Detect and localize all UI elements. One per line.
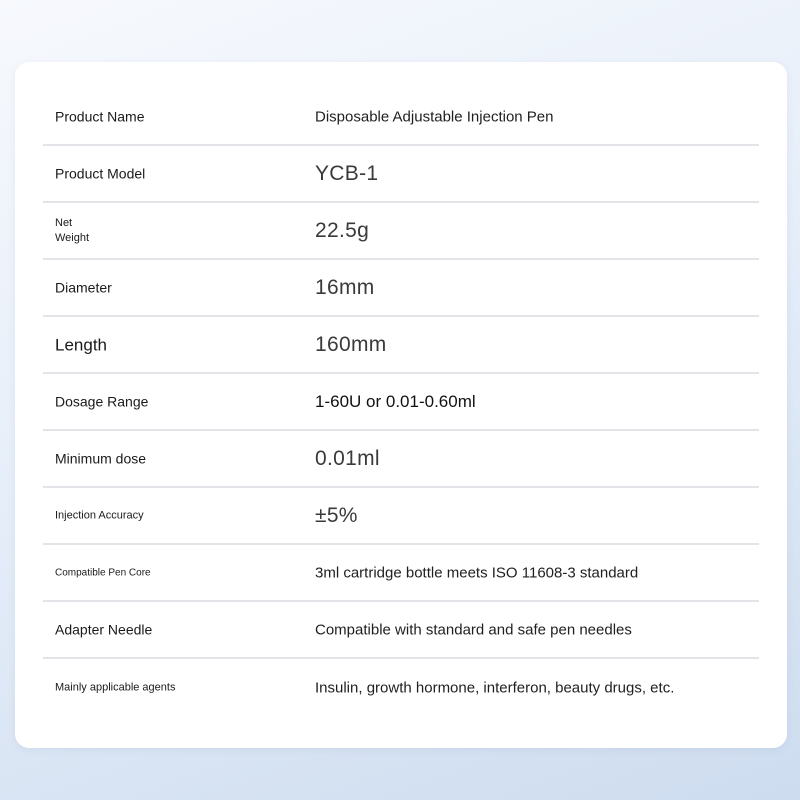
spec-label: Dosage Range bbox=[55, 393, 149, 409]
spec-label: Mainly applicable agents bbox=[55, 681, 176, 693]
spec-row-dosage-range bbox=[43, 374, 759, 431]
spec-table bbox=[43, 89, 759, 716]
spec-row-compatible-pen-core bbox=[43, 545, 759, 602]
spec-value: 0.01ml bbox=[315, 446, 380, 470]
spec-label: Product Name bbox=[55, 108, 145, 124]
spec-row-length bbox=[43, 317, 759, 374]
spec-value: Insulin, growth hormone, interferon, beauty drugs, etc. bbox=[315, 679, 675, 696]
spec-label: Injection Accuracy bbox=[55, 509, 144, 521]
spec-value: YCB-1 bbox=[315, 161, 379, 185]
spec-label: Diameter bbox=[55, 279, 112, 295]
spec-value: 22.5g bbox=[315, 218, 370, 242]
spec-value: 160mm bbox=[315, 332, 387, 356]
spec-label: Product Model bbox=[55, 165, 146, 181]
spec-value: Compatible with standard and safe pen needles bbox=[315, 621, 632, 638]
spec-row-minimum-dose bbox=[43, 431, 759, 488]
spec-label: Length bbox=[55, 335, 107, 354]
spec-value: 3ml cartridge bottle meets ISO 11608-3 standard bbox=[315, 564, 639, 581]
spec-label: Minimum dose bbox=[55, 450, 147, 466]
spec-label: Compatible Pen Core bbox=[55, 567, 151, 578]
spec-value: 1-60U or 0.01-0.60ml bbox=[315, 391, 476, 411]
spec-value: 16mm bbox=[315, 275, 375, 299]
spec-row-net-weight bbox=[43, 203, 759, 260]
spec-label: Net Weight bbox=[55, 216, 90, 244]
spec-row-injection-accuracy bbox=[43, 488, 759, 545]
spec-card bbox=[15, 62, 787, 748]
spec-row-product-name bbox=[43, 89, 759, 146]
spec-row-product-model bbox=[43, 146, 759, 203]
spec-row-diameter bbox=[43, 260, 759, 317]
spec-row-adapter-needle bbox=[43, 602, 759, 659]
spec-row-applicable-agents bbox=[43, 659, 759, 716]
spec-label: Adapter Needle bbox=[55, 621, 153, 637]
spec-value: ±5% bbox=[315, 503, 358, 527]
spec-value: Disposable Adjustable Injection Pen bbox=[315, 108, 554, 125]
